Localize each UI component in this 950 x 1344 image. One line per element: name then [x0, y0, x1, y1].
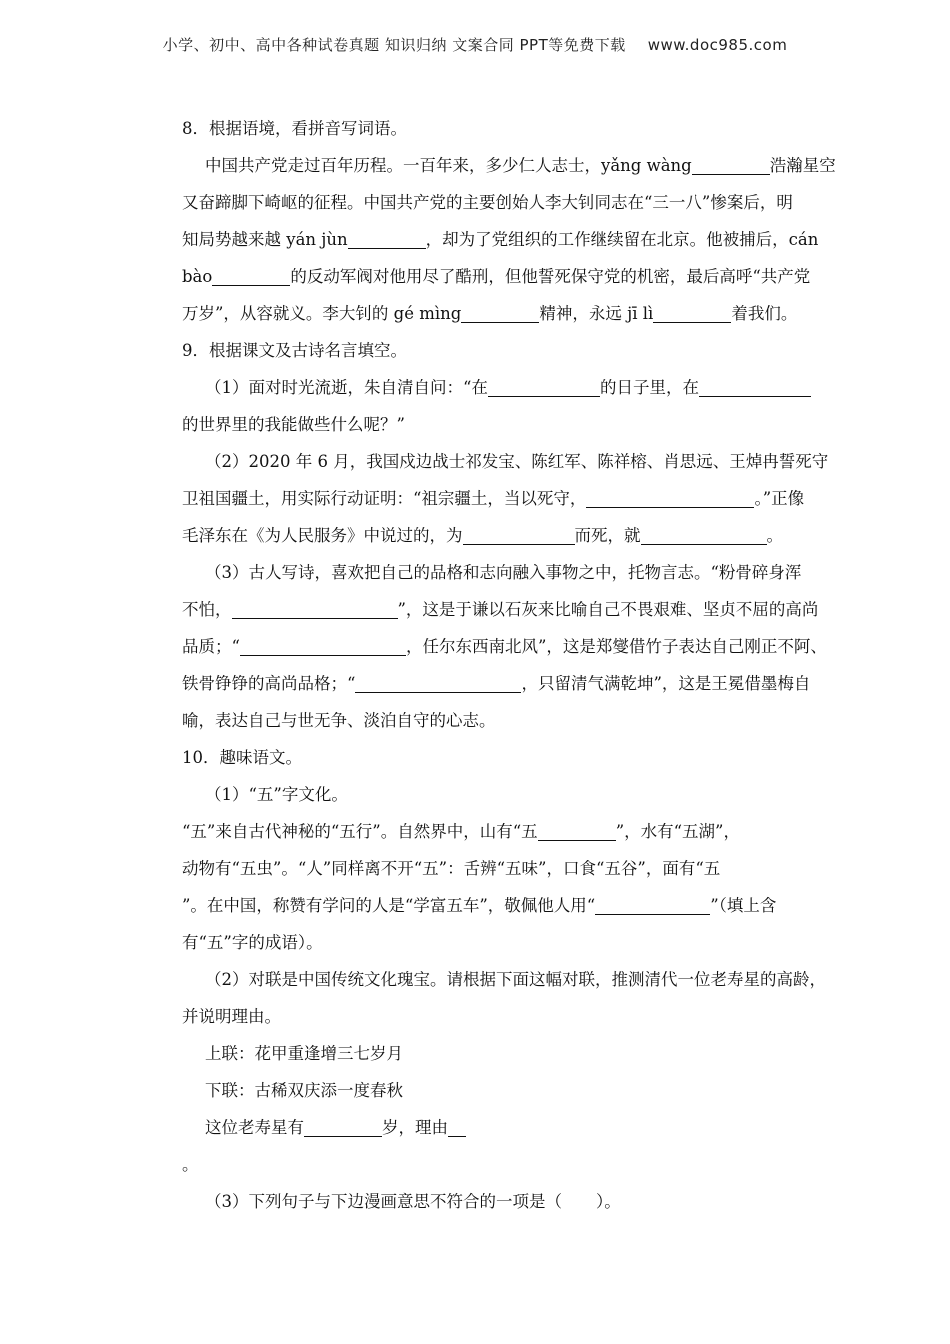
- q10-line: （1）“五”字文化。: [205, 785, 348, 804]
- q10-line: “五”来自古代神秘的“五行”。自然界中，山有“五 ”，水有“五湖”，: [182, 813, 872, 850]
- q9-title: 9．根据课文及古诗名言填空。: [182, 341, 407, 360]
- q10-line: ”。在中国，称赞有学问的人是“学富五车”，敬佩他人用“ ”（填上含: [182, 887, 872, 924]
- answer-blank[interactable]: [348, 226, 426, 249]
- answer-blank[interactable]: [641, 522, 767, 545]
- q10-line: 。: [182, 1155, 199, 1174]
- answer-blank[interactable]: [653, 300, 731, 323]
- answer-blank[interactable]: [538, 818, 616, 841]
- q9-line: （3）古人写诗，喜欢把自己的品格和志向融入事物之中，托物言志。“粉骨碎身浑: [205, 563, 802, 582]
- answer-blank[interactable]: [304, 1114, 382, 1137]
- answer-blank[interactable]: [586, 485, 754, 508]
- q10-title: 10．趣味语文。: [182, 748, 302, 767]
- answer-blank[interactable]: [595, 892, 710, 915]
- header-title: 小学、初中、高中各种试卷真题 知识归纳 文案合同 PPT等免费下载: [162, 36, 626, 54]
- q8-title: 8．根据语境，看拼音写词语。: [182, 119, 407, 138]
- couplet-upper: 上联：花甲重逢增三七岁月: [205, 1044, 403, 1063]
- page-header: [0, 34, 950, 55]
- answer-blank[interactable]: [232, 596, 398, 619]
- q9-line: （2）2020 年 6 月，我国戍边战士祁发宝、陈红军、陈祥榕、肖思远、王焯冉誓死守: [205, 452, 829, 471]
- q10-line: 动物有“五虫”。“人”同样离不开“五”：舌辨“五味”，口食“五谷”，面有“五: [182, 859, 721, 878]
- header-url[interactable]: www.doc985.com: [647, 36, 788, 54]
- answer-blank[interactable]: [699, 374, 811, 397]
- q9-line: （1）面对时光流逝，朱自清自问：“在 的日子里，在: [182, 369, 872, 406]
- q9-line: 不怕， ”，这是于谦以石灰来比喻自己不畏艰难、坚贞不屈的高尚: [182, 591, 872, 628]
- q8-line: 中国共产党走过百年历程。一百年来，多少仁人志士，yǎng wàng 浩瀚星空: [182, 147, 872, 184]
- answer-blank[interactable]: [240, 633, 406, 656]
- answer-blank[interactable]: [463, 522, 575, 545]
- answer-blank[interactable]: [692, 152, 770, 175]
- answer-blank[interactable]: [212, 263, 290, 286]
- q9-line: 铁骨铮铮的高尚品格；“ ，只留清气满乾坤”，这是王冕借墨梅自: [182, 665, 872, 702]
- q10-line: （2）对联是中国传统文化瑰宝。请根据下面这幅对联，推测清代一位老寿星的高龄，: [205, 970, 826, 989]
- q10-line: 这位老寿星有 岁，理由: [182, 1109, 872, 1146]
- answer-blank[interactable]: [448, 1114, 466, 1137]
- q8-line: bào 的反动军阀对他用尽了酷刑，但他誓死保守党的机密，最后高呼“共产党: [182, 258, 872, 295]
- answer-blank[interactable]: [461, 300, 539, 323]
- couplet-lower: 下联：古稀双庆添一度春秋: [205, 1081, 403, 1100]
- q10-line: 并说明理由。: [182, 1007, 281, 1026]
- q8-line: 又奋蹄脚下崎岖的征程。中国共产党的主要创始人李大钊同志在“三一八”惨案后，明: [182, 193, 793, 212]
- q8-line: 万岁”，从容就义。李大钊的 gé mìng 精神，永远 jī lì 着我们。: [182, 295, 872, 332]
- document-body: [182, 110, 872, 1220]
- q9-line: 毛泽东在《为人民服务》中说过的，为 而死，就 。: [182, 517, 872, 554]
- answer-blank[interactable]: [488, 374, 600, 397]
- q9-line: 卫祖国疆土，用实际行动证明：“祖宗疆土，当以死守， 。”正像: [182, 480, 872, 517]
- q9-line: 喻，表达自己与世无争、淡泊自守的心志。: [182, 711, 496, 730]
- answer-blank[interactable]: [355, 670, 521, 693]
- q8-line: 知局势越来越 yán jùn ，却为了党组织的工作继续留在北京。他被捕后，cán: [182, 221, 872, 258]
- q9-line: 的世界里的我能做些什么呢？”: [182, 415, 405, 434]
- q10-line: （3）下列句子与下边漫画意思不符合的一项是（ ）。: [205, 1192, 621, 1211]
- q9-line: 品质；“ ，任尔东西南北风”，这是郑燮借竹子表达自己刚正不阿、: [182, 628, 872, 665]
- q10-line: 有“五”字的成语）。: [182, 933, 323, 952]
